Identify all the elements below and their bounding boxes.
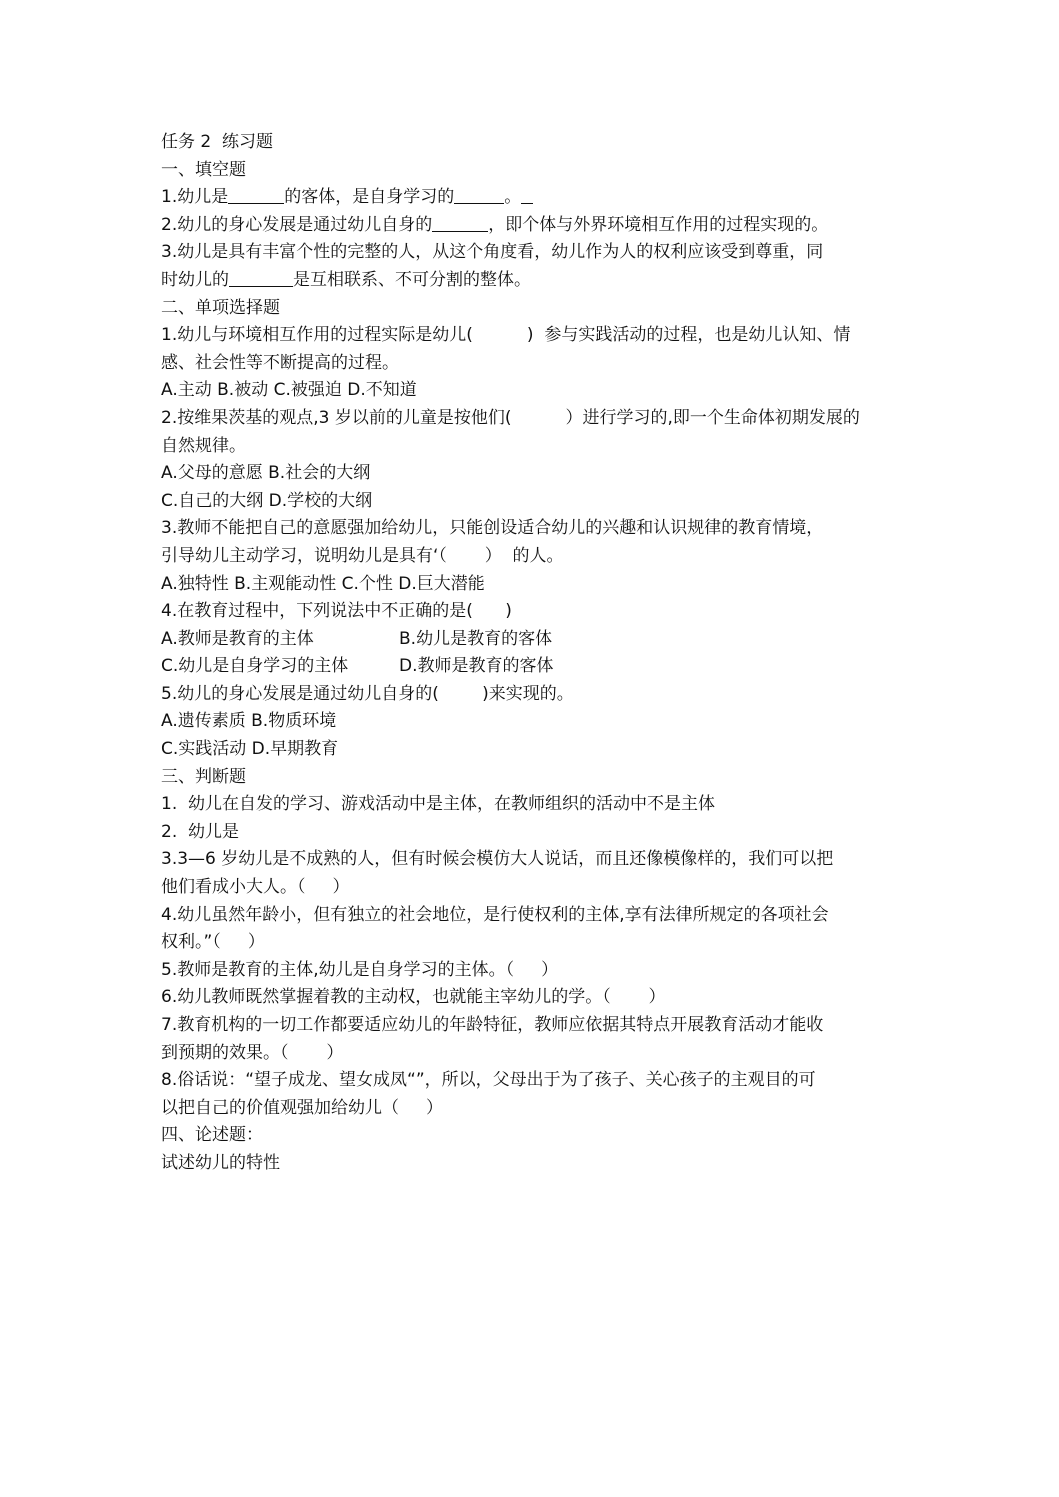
section-fill-in-heading: 一、填空题 bbox=[161, 159, 246, 180]
judge-question-1: 1. 幼儿在自发的学习、游戏活动中是主体，在教师组织的活动中不是主体 bbox=[161, 794, 716, 815]
answer-blank bbox=[229, 268, 293, 287]
answer-blank bbox=[454, 185, 504, 204]
judge-question-8-line1: 8.俗话说：“望子成龙、望女成凤“”，所以，父母出于为了孩子、关心孩子的主观目的可 bbox=[161, 1070, 816, 1091]
choice-question-4-options-2: C.幼儿是自身学习的主体 D.教师是教育的客体 bbox=[161, 656, 554, 677]
answer-blank bbox=[432, 213, 488, 232]
choice-question-1-line2: 感、社会性等不断提高的过程。 bbox=[161, 352, 399, 373]
section-essay-heading: 四、论述题： bbox=[161, 1125, 263, 1146]
judge-question-3-line2: 他们看成小大人。（ ） bbox=[161, 877, 350, 898]
choice-question-5-options-1: A.遗传素质 B.物质环境 bbox=[161, 711, 337, 732]
section-single-choice-heading: 二、单项选择题 bbox=[161, 297, 280, 318]
answer-blank-tail bbox=[521, 185, 533, 204]
judge-question-5: 5.教师是教育的主体,幼儿是自身学习的主体。（ ） bbox=[161, 959, 559, 980]
choice-question-3-line1: 3.教师不能把自己的意愿强加给幼儿，只能创设适合幼儿的兴趣和认识规律的教育情境， bbox=[161, 518, 824, 539]
choice-question-1-line1: 1.幼儿与环境相互作用的过程实际是幼儿( ) 参与实践活动的过程，也是幼儿认知、情 bbox=[161, 325, 851, 346]
choice-question-3-options: A.独特性 B.主观能动性 C.个性 D.巨大潜能 bbox=[161, 573, 485, 594]
choice-question-2-options-2: C.自己的大纲 D.学校的大纲 bbox=[161, 490, 373, 511]
judge-question-7-line2: 到预期的效果。（ ） bbox=[161, 1042, 344, 1063]
choice-question-1-options: A.主动 B.被动 C.被强迫 D.不知道 bbox=[161, 380, 417, 401]
choice-question-3-line2: 引导幼儿主动学习，说明幼儿是具有‘（ ） 的人。 bbox=[161, 545, 564, 566]
judge-question-4-line1: 4.幼儿虽然年龄小，但有独立的社会地位，是行使权利的主体,享有法律所规定的各项社会 bbox=[161, 904, 829, 925]
section-true-false-heading: 三、判断题 bbox=[161, 766, 246, 787]
choice-question-5-stem: 5.幼儿的身心发展是通过幼儿自身的( )来实现的。 bbox=[161, 683, 574, 704]
fill-question-3-line1: 3.幼儿是具有丰富个性的完整的人，从这个角度看，幼儿作为人的权利应该受到尊重，同 bbox=[161, 242, 824, 263]
choice-question-2-line2: 自然规律。 bbox=[161, 435, 246, 456]
choice-question-4-stem: 4.在教育过程中，下列说法中不正确的是( ) bbox=[161, 601, 512, 622]
document-body bbox=[161, 129, 901, 1178]
fill-question-1: 1.幼儿是 的客体，是自身学习的 。 bbox=[161, 184, 901, 212]
judge-question-2: 2. 幼儿是 bbox=[161, 821, 240, 842]
judge-question-4-line2: 权利。”（ ） bbox=[161, 932, 265, 953]
choice-question-5-options-2: C.实践活动 D.早期教育 bbox=[161, 739, 339, 760]
choice-question-2-line1: 2.按维果茨基的观点,3 岁以前的儿童是按他们( ）进行学习的,即一个生命体初期发展的 bbox=[161, 407, 860, 428]
fill-question-2: 2.幼儿的身心发展是通过幼儿自身的 ，即个体与外界环境相互作用的过程实现的。 bbox=[161, 214, 829, 235]
judge-question-8-line2: 以把自己的价值观强加给幼儿（ ） bbox=[161, 1097, 444, 1118]
essay-question-1: 试述幼儿的特性 bbox=[161, 1152, 280, 1173]
choice-question-4-options-1: A.教师是教育的主体 B.幼儿是教育的客体 bbox=[161, 628, 553, 649]
judge-question-3-line1: 3.3—6 岁幼儿是不成熟的人，但有时候会模仿大人说话，而且还像模像样的，我们可以把 bbox=[161, 849, 834, 870]
choice-question-2-options-1: A.父母的意愿 B.社会的大纲 bbox=[161, 463, 371, 484]
answer-blank bbox=[228, 185, 284, 204]
judge-question-7-line1: 7.教育机构的一切工作都要适应幼儿的年龄特征，教师应依据其特点开展教育活动才能收 bbox=[161, 1015, 824, 1035]
fill-question-3-line2: 时幼儿的 是互相联系、不可分割的整体。 bbox=[161, 269, 531, 290]
judge-question-6: 6.幼儿教师既然掌握着教的主动权，也就能主宰幼儿的学。（ ） bbox=[161, 987, 666, 1008]
document-title: 任务 2 练习题 bbox=[161, 132, 274, 152]
